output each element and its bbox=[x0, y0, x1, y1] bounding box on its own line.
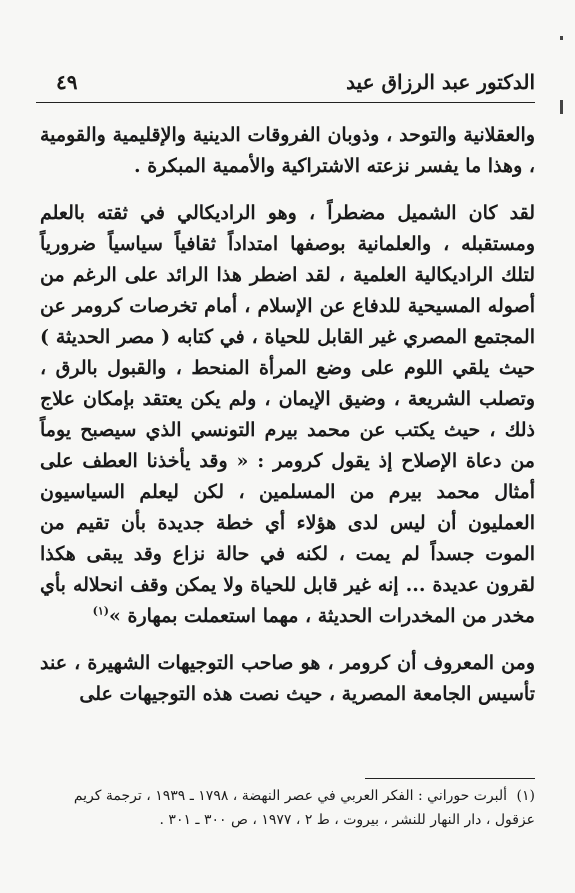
running-header bbox=[36, 68, 535, 102]
footnote-reference: (١) bbox=[92, 604, 109, 618]
paragraph-text: لقد كان الشميل مضطراً ، وهو الراديكالي في ثقته بالعلم ومستقبله ، والعلمانية بوصفها امتداداً ثقافياً سياسياً ضرورياً لتلك الراديكالية العلمية ، لقد اضطر هذا الرائد على الرغم من أصوله المسيحية للدفاع عن الإسلام ، أمام تخرصات كرومر عن المجتمع المصري غير القابل للحياة ، في كتابه ( مصر الحديثة ) حيث يلقي اللوم على وضع المرأة المنحط ، والقبول بالرق ، وتصلب الشريعة ، وضيق الإيمان ، ولم يكن يعتقد بإمكان علاج ذلك ، حيث يكتب عن محمد بيرم التونسي الذي سيصبح يوماً من دعاة الإصلاح إذ يقول كرومر : « وقد يأخذنا العطف على أمثال محمد بيرم من المسلمين ، لكن ليعلم السياسيون العمليون أن ليس لدى هؤلاء أي خطة جديدة بأن تقيم من الموت جسداً لم يمت ، لكنه في حالة نزاع وقد يبقى هكذا لقرون عديدة ... إنه غير قابل للحياة ولا يمكن وقف انحلاله بأي مخدر من المخدرات الحديثة ، مهما استعملت بمهارة » bbox=[40, 202, 535, 627]
footnote-rule bbox=[365, 778, 535, 779]
author-name: الدكتور عبد الرزاق عيد bbox=[346, 70, 535, 94]
header-rule bbox=[36, 102, 535, 103]
footnote bbox=[40, 784, 535, 832]
footnote-marker: (١) bbox=[516, 788, 535, 804]
paragraph bbox=[40, 198, 535, 632]
paragraph: ومن المعروف أن كرومر ، هو صاحب التوجيهات الشهيرة ، عند تأسيس الجامعة المصرية ، حيث نصت هذه التوجيهات على bbox=[40, 652, 535, 705]
scan-edge-mark bbox=[560, 100, 563, 114]
page-number: ٤٩ bbox=[56, 70, 78, 94]
scan-edge-mark bbox=[560, 36, 563, 40]
paragraph: والعقلانية والتوحد ، وذوبان الفروقات الدينية والإقليمية والقومية ، وهذا ما يفسر نزعته الاشتراكية والأممية المبكرة . bbox=[40, 124, 535, 177]
main-text bbox=[40, 120, 535, 710]
footnote-text: ألبرت حوراني : الفكر العربي في عصر النهضة ، ١٧٩٨ ـ ١٩٣٩ ، ترجمة كريم عزقول ، دار النهار للنشر ، بيروت ، ط ٢ ، ١٩٧٧ ، ص ٣٠٠ ـ ٣٠١ . bbox=[73, 788, 535, 828]
